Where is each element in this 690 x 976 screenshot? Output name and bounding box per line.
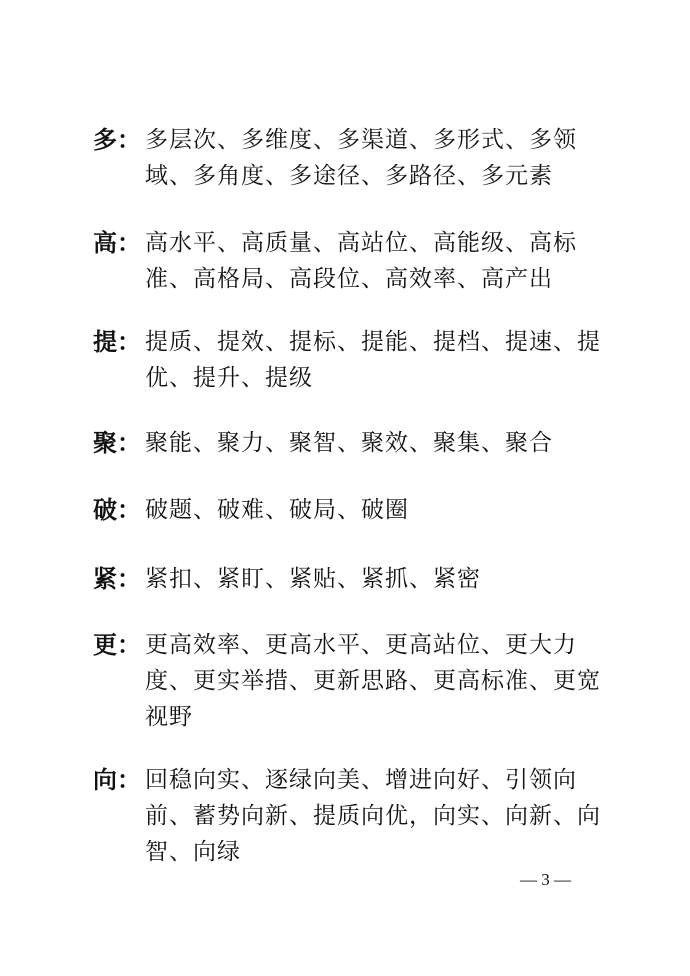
- entry-text: 紧扣、紧盯、紧贴、紧抓、紧密: [145, 566, 481, 592]
- entry-heading: 更：: [93, 631, 141, 659]
- entry-heading: 聚：: [93, 429, 141, 457]
- entry-text: 聚能、聚力、聚智、聚效、聚集、聚合: [145, 430, 553, 456]
- entry-heading: 多：: [93, 126, 141, 154]
- entry-heading: 向：: [93, 766, 141, 794]
- entry-text: 多层次、多维度、多渠道、多形式、多领域、多角度、多途径、多路径、多元素: [145, 127, 577, 189]
- entry-text: 更高效率、更高水平、更高站位、更大力度、更实举措、更新思路、更高标准、更宽视野: [145, 632, 601, 730]
- entry-text: 高水平、高质量、高站位、高能级、高标准、高格局、高段位、高效率、高产出: [145, 230, 577, 292]
- entry-heading: 紧：: [93, 565, 141, 593]
- entry-heading: 破：: [93, 496, 141, 524]
- entry-text: 提质、提效、提标、提能、提档、提速、提优、提升、提级: [145, 329, 601, 391]
- entry-heading: 高：: [93, 229, 141, 257]
- entry-text: 回稳向实、逐绿向美、增进向好、引领向前、蓄势向新、提质向优，向实、向新、向智、向绿: [145, 767, 601, 865]
- entry-heading: 提：: [93, 328, 141, 356]
- page-number: — 3 —: [520, 870, 571, 889]
- entry-text: 破题、破难、破局、破圈: [145, 497, 409, 523]
